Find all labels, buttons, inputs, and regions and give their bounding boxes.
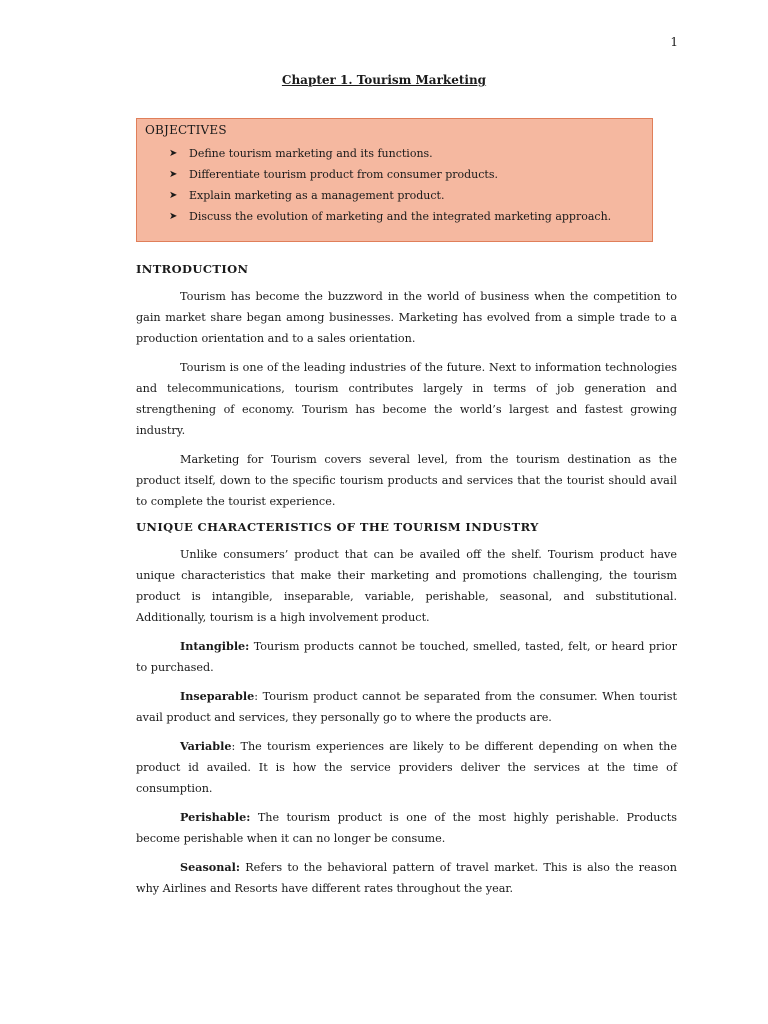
objective-item	[169, 143, 644, 164]
introduction-paragraph: Tourism has become the buzzword in the world of business when the competition to gain market share began among businesses. Marketing has evolved from a simple trade to a production orientation and to a sales orientation.	[136, 290, 677, 345]
objective-item	[169, 164, 644, 185]
objective-text: Differentiate tourism product from consumer products.	[189, 168, 498, 181]
characteristics-heading: UNIQUE CHARACTERISTICS OF THE TOURISM INDUSTRY	[136, 520, 539, 534]
arrow-bullet-icon: ➤	[169, 169, 178, 180]
arrow-bullet-icon: ➤	[169, 148, 178, 159]
term-definition: : The tourism experiences are likely to be different depending on when the product id availed. It is how the service providers deliver the services at the time of consumption.	[136, 740, 677, 795]
page-number: 1	[670, 35, 678, 49]
objective-text: Define tourism marketing and its functions.	[189, 147, 433, 160]
objectives-list	[145, 143, 644, 227]
objectives-heading: OBJECTIVES	[145, 123, 227, 137]
term-label: Variable	[180, 739, 232, 753]
introduction-paragraph: Tourism is one of the leading industries of the future. Next to information technologies and telecommunications, tourism contributes largely in terms of job generation and strengthening of economy. Tourism has become the world’s largest and fastest growing industry.	[136, 361, 677, 437]
objective-text: Discuss the evolution of marketing and the integrated marketing approach.	[189, 210, 612, 223]
characteristic-variable	[136, 736, 677, 799]
characteristic-perishable	[136, 807, 677, 849]
document-body	[136, 262, 677, 907]
characteristic-intangible	[136, 636, 677, 678]
chapter-title: Chapter 1. Tourism Marketing	[281, 73, 487, 87]
arrow-bullet-icon: ➤	[169, 190, 178, 201]
characteristic-inseparable	[136, 686, 677, 728]
term-definition: The tourism product is one of the most highly perishable. Products become perishable when it can no longer be consume.	[136, 811, 677, 845]
term-definition: Tourism products cannot be touched, smelled, tasted, felt, or heard prior to purchased.	[136, 640, 677, 674]
term-definition: : Tourism product cannot be separated from the consumer. When tourist avail product and services, they personally go to where the products are.	[136, 690, 677, 724]
term-label: Perishable:	[180, 810, 251, 824]
arrow-bullet-icon: ➤	[169, 211, 178, 222]
characteristics-intro: Unlike consumers’ product that can be availed off the shelf. Tourism product have unique characteristics that make their marketing and promotions challenging, the tourism product is intangible, inseparable, variable, perishable, seasonal, and substitutional. Additionally, tourism is a high involvement product.	[136, 548, 677, 624]
term-label: Intangible:	[180, 639, 250, 653]
term-label: Inseparable	[180, 689, 255, 703]
term-label: Seasonal:	[180, 860, 240, 874]
characteristic-seasonal	[136, 857, 677, 899]
objective-item	[169, 185, 644, 206]
term-definition: Refers to the behavioral pattern of travel market. This is also the reason why Airlines and Resorts have different rates throughout the year.	[136, 861, 677, 895]
introduction-paragraph: Marketing for Tourism covers several level, from the tourism destination as the product itself, down to the specific tourism products and services that the tourist should avail to complete the tourist experience.	[136, 453, 677, 508]
objective-item	[169, 206, 644, 227]
introduction-heading: INTRODUCTION	[136, 262, 249, 276]
objectives-box	[136, 118, 653, 242]
objective-text: Explain marketing as a management product.	[189, 189, 445, 202]
